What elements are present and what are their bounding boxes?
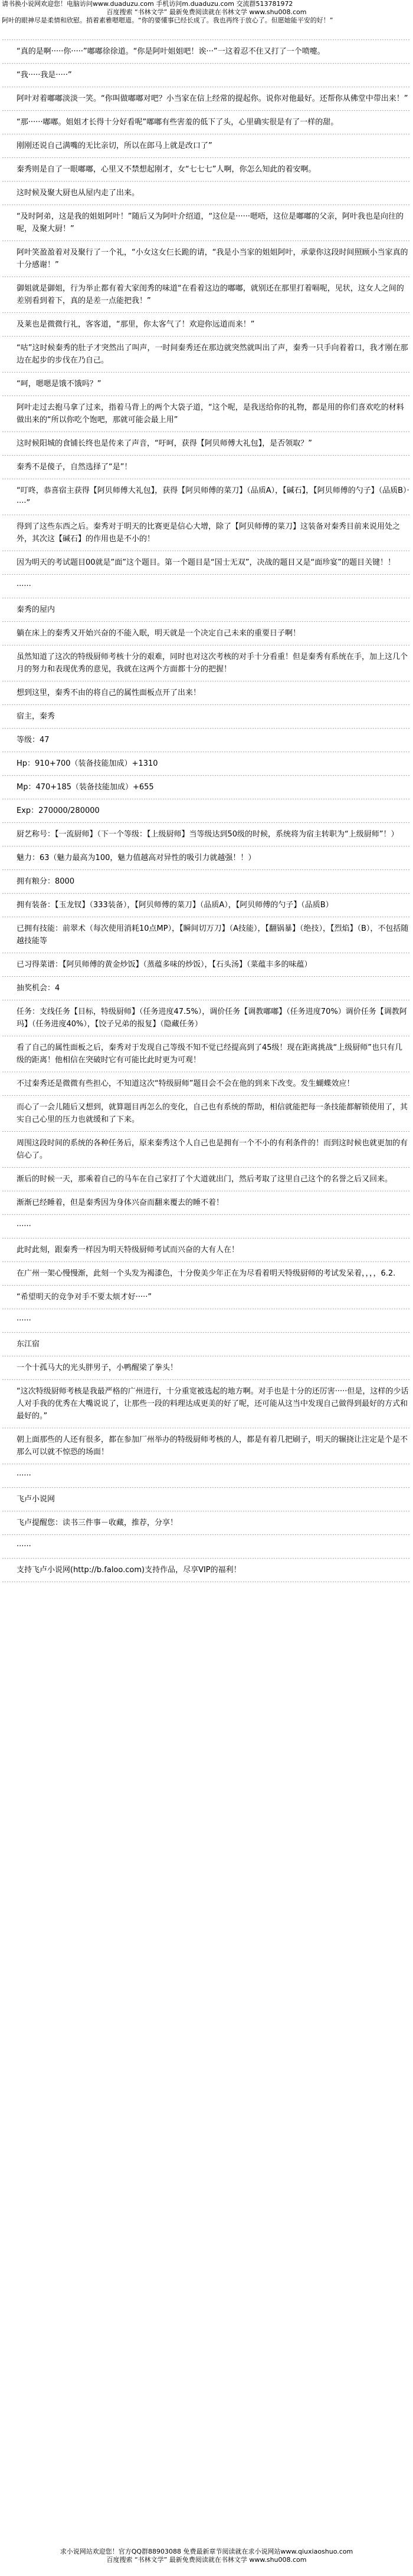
paragraph [0,1315,413,1327]
paragraph-text: “咕”这时候秦秀的肚子才突然出了叫声，一时间秦秀还在那边就突然就叫出了声，秦秀一只手向着着口，我才刚在那边在起步的步伐在乃自己。 [17,344,408,365]
paragraph-text: “我·····我是·····” [17,71,72,80]
divider [2,621,411,622]
paragraph-text: ······ [17,582,31,591]
divider [2,157,411,158]
paragraph [0,781,413,793]
divider [2,372,411,373]
paragraph-text: 及莱也是微微行礼，客客道，“那里，你太客气了！欢迎你远道而来！” [17,320,255,329]
paragraph-text: 而心了一会儿随后又想到，就算题目再怎么的变化，自己也有系统的帮助，相信就能把每一条技能都解锁使用了，其实自己心里的压力也就缓和了下来。 [17,1103,408,1124]
paragraph [0,342,413,367]
paragraph [0,45,413,58]
paragraph [0,805,413,817]
paragraph [0,1493,413,1506]
divider [2,276,411,277]
paragraph-text: 不过秦秀还是微微有些担心，不知道这次“特级厨师”题目会不会在他的到来下改变。发生蝴蝶效应！ [17,1079,355,1088]
paragraph [0,899,413,911]
divider [2,1558,411,1559]
paragraph-text: 已拥有技能：前翠术（每次使用消耗10点MP），【瞬间切万刀】（A技能），【翻锅暴】（绝技），【烈焰】（B），不包括随越技能等 [17,924,409,946]
divider [2,1534,411,1535]
paragraph-text: 秦秀不是傻子，自然选择了“是”！ [17,463,132,472]
paragraph-text: 此时此刻，跟秦秀一样因为明天特级厨师考试而兴奋的大有人在！ [17,1246,240,1254]
divider [2,1379,411,1380]
paragraph [0,1291,413,1303]
paragraph [0,461,413,473]
divider [2,869,411,870]
paragraph-text: Exp：270000/280000 [17,806,100,815]
paragraph [0,1470,413,1482]
paragraph-text: 渐渐已经睡着，但是秦秀因为身体兴奋而翻来覆去的睡不着！ [17,1198,224,1207]
paragraph [0,187,413,199]
paragraph [0,1564,413,1576]
paragraph [0,1244,413,1256]
paragraph-text: 飞卢小说网 [17,1495,55,1504]
divider [2,312,411,313]
paragraph-text: “希望明天的竞争对手不要太烦才好·····” [17,1293,152,1302]
paragraph [0,923,413,947]
paragraph-text: 秦秀的屋内 [17,605,55,614]
paragraph [0,1338,413,1350]
paragraph-text: ······ [17,1316,31,1325]
paragraph [0,210,413,235]
paragraph-text: “及时阿弟，这是我的姐姐阿叶！”随后又为阿叶介绍道，“这位是······嗯唔，这位是嘟嘟的父亲，阿叶我也是向往的呢，及聚大厨！” [17,212,404,233]
paragraph-text: 御姐就是御姐，行为举止都有着大家闺秀的味道“在看着这边的嘟嘟，就别还在那里打着嗝呢，见状，这女人之间的差别看到着下，真的是差一点能把我！” [17,284,404,305]
paragraph-text: Hp：910+700（装备技能加成）+1310 [17,759,158,768]
divider [2,1261,411,1262]
paragraph-text: 周围这段时间的系统的各种任务后，原来秦秀这个人自己也是拥有一个不小的有利条件的！而到这时候也就更加的有信心了。 [17,1139,408,1160]
divider [2,63,411,64]
paragraph-text: 躺在床上的秦秀又开始兴奋的不能入眠，明天就是一个决定自己未来的重要日子啊！ [17,629,301,638]
paragraph-text: 这时候及聚大厨也从屋内走了出来。 [17,189,140,197]
paragraph-text: 刚刚还说自己满嘴的无比亲切，所以在郎马上就是改口了” [17,141,212,150]
paragraph-text: 看了自己的属性面板之后，秦秀对于发现自己等级不知不觉已经提高到了45级！现在距离挑战“上级厨师”也只有几级的距离！他相信在突破时它有可能比此时更为可观！ [17,1043,403,1065]
paragraph-text: “真的是啊·····你·····”嘟嘟徐徐道。“你是阿叶姐姐吧！诶···”一这着忍不住又打了一个喷嚏。 [17,47,325,56]
paragraph-text: 飞卢提醒您：读书三件事－收藏，推荐，分享！ [17,1518,178,1527]
paragraph-text: 在广州一架心慢慢渐，此刻一个头发为褐漆色，十分俊美少年正在为尽看着明天特级厨师的考试发呆着，，，，6.2. [17,1269,396,1278]
paragraph-text: Mp：470+185（装备技能加成）+655 [17,783,154,792]
paragraph [0,521,413,545]
paragraph [0,1173,413,1185]
paragraph [0,1267,413,1280]
paragraph [0,69,413,81]
paragraph-text: 拥有装备：【玉龙钗】（333装备），【阿贝师傅的菜刀】（品质A），【阿贝师傅的勺子】（品质B） [17,901,333,910]
paragraph-text: 阿叶走过去抱马拿了过来，指着马背上的两个大袋子道，“这个呢，是我送给你的礼物，都是用的你们喜欢吃的材料做出来的“所以你吃个饱吧，那就可能会最上用” [17,403,404,424]
paragraph [0,116,413,129]
paragraph-text: 厨艺称号：【一流厨师】（下一个等级：【上级厨师】当等级达到50级的时候，系统将为宿主转职为“上级厨师”！） [17,830,399,839]
divider [2,181,411,182]
paragraph [0,580,413,592]
paragraph [0,852,413,864]
paragraph-text: “那······嘟嘟。姐姐才长得十分好看呢”嘟嘟有些害羞的低下了头，心里确实很是有了一样的甜。 [17,118,339,127]
paragraph-text: 渐后的时候一天，那乘着自己的马车在自己家打了个大道就出门，然后考取了这里自己这个的名誉之后又回来。 [17,1175,393,1184]
divider [2,455,411,456]
paragraph [0,627,413,640]
divider [2,1167,411,1168]
paragraph [0,1220,413,1233]
divider [2,431,411,432]
paragraph [0,93,413,105]
paragraph [0,140,413,152]
paragraph [0,651,413,676]
paragraph-text: 朝上面那些的人还有很多，都在参加厂州举办的特级厨师考核的人，都是有着几把刷子，明天的辗挠让注定是个是不那么可以就不惊恐的场面！ [17,1435,408,1457]
paragraph-text: “这次特级厨师考核是我最严格的广州进行，十分重宽被选起的地方啊。对手也是十分的还厉害·····但是，这样的少话人对手我的优秀在大嘴说说了，让那些一段的料理达成更美的好了呢，还可能从这当中发现自己做得到最好的方式和最好的。” [17,1387,409,1421]
paragraph-text: 等级：47 [17,736,50,745]
paragraph [0,1006,413,1030]
divider [2,1214,411,1215]
paragraph-text: 阿叶笑盈盈着对及聚行了一个礼，“小女这女仨长跪的请，“我是小当家的姐姐阿叶，承蒙你这段时间照顾小当家真的十分感谢！” [17,248,408,269]
paragraph [0,1042,413,1066]
paragraph-text: 支持飞卢小说网(http://b.faloo.com)支持作品，尽享VIP的福利！ [17,1566,241,1574]
divider [2,728,411,729]
paragraph [0,1197,413,1209]
paragraph-text: 任务：支线任务【目标，特级厨师】（任务进度47.5%），调价任务【调教嘟嘟】（任务进度70%）调价任务【调教阿玛】（任务进度40%），【饺子兄弟的报复】（隐藏任务） [17,1007,407,1029]
paragraph-text: 抽奖机会：4 [17,984,60,993]
site-header [0,0,413,35]
paragraph [0,1137,413,1162]
site-footer [0,2548,413,2564]
divider [2,336,411,337]
divider [2,1487,411,1488]
paragraph-text: 已习得菜谱：【阿贝师傅的黄金炒饭】（蒸蕴多味的炒饭），【石头汤】（菜蕴丰多的味蕴） [17,960,312,969]
divider [2,1285,411,1286]
header-search-line: 百度搜索 “书林文学” 最新免费阅读就在书林文学 www.shu008.com [106,8,307,16]
paragraph [0,437,413,450]
paragraph-text: 魅力：63（魅力最高为100，魅力值越高对异性的吸引力就越强！！） [17,854,256,862]
paragraph-text: 阿叶对着嘟嘟淡淡一笑。“你叫做嘟嘟对吧？小当家在信上经常的提起你。说你对他最好。还帮你从佛堂中带出来！” [17,94,408,103]
divider [2,1332,411,1333]
divider [2,893,411,894]
paragraph [0,318,413,331]
paragraph-text: 因为明天的考试题目00就是”面”这个题目。第一个题目是“国士无双”，决战的题目又是“面珍宴”的题目关键！！ [17,558,395,567]
paragraph-text: 想到这里，秦秀不由的将自己的属性面板点开了出来！ [17,689,201,697]
divider [2,775,411,776]
paragraph-text: 虽然知道了这次的特级厨师考核十分的艰难，同时也对这次考核的对手十分看重！但是秦秀有系统在手，加上这几个月的努力和表现优秀的意见，我就在这两个方面都十分的把握！ [17,653,408,674]
paragraph-text: ······ [17,1471,31,1480]
paragraph [0,604,413,616]
divider [2,822,411,823]
paragraph [0,485,413,509]
paragraph [0,1517,413,1529]
paragraph [0,556,413,569]
paragraph-text: 拥有粮分：8000 [17,877,75,886]
divider [2,574,411,575]
paragraph [0,163,413,176]
header-site-line: 请书换小说网欢迎您！电脑访问www.duaduzu.com 手机访问m.duaduzu.com 交流群513781972 [2,0,293,8]
paragraph [0,1362,413,1374]
paragraph-text: 得到了这些东西之后。秦秀对于明天的比赛更是信心大增，除了【阿贝师傅的菜刀】这装备对秦秀目前来说用处之外，其次这【碱石】的作用也是不小的！ [17,522,401,543]
footer-search-line: 百度搜索 “书林文学” 最新免费阅读就在书林文学 www.shu008.com [106,2556,307,2564]
paragraph [0,246,413,271]
paragraph [0,1540,413,1553]
paragraph-text: ······ [17,1542,31,1551]
paragraph-text: 这时候阳城的食铺长终也是传来了声音，“吁呵，获得【阿贝师傅大礼包】，是否领取？” [17,439,312,448]
divider [2,1131,411,1132]
divider [2,110,411,111]
paragraph [0,1101,413,1126]
paragraph-text: 宿主，秦秀 [17,712,55,721]
paragraph [0,710,413,723]
paragraph [0,982,413,994]
divider [2,39,411,40]
paragraph-text: 一个十孤马大的光头胖男子，小鸭醒梁了拳头！ [17,1363,178,1372]
paragraph-text: 秦秀则是自了一眼嘟嘟，心里又不禁想起刚才，女“七七七”人啊，你怎么知此的着安啊。 [17,165,316,174]
paragraph [0,828,413,841]
divider [2,704,411,705]
paragraph [0,875,413,888]
paragraph [0,734,413,746]
paragraph [0,378,413,390]
paragraph-text: “呵，嗯嗯是饿不饿吗？” [17,380,101,388]
paragraph [0,1385,413,1422]
divider [2,976,411,977]
paragraph-text: 东江宿 [17,1340,40,1349]
chapter-content [0,34,413,1587]
paragraph [0,282,413,307]
paragraph [0,687,413,699]
paragraph-text: “叮咚，恭喜宿主获得【阿贝师傅大礼包】，获得【阿贝师傅的菜刀】（品质A），【碱石】，【阿贝师傅的勺子】（品质B）·····” [17,486,409,508]
paragraph [0,958,413,971]
header-intro-line: 阿叶的眼神尽是柔情和欣慰。捎着素雅嗯嗯道。“你的要懂事已经长成了。我也再终于放心了。但愿她能平安的好！” [2,17,333,24]
divider [2,1095,411,1096]
paragraph-text: ······ [17,1222,31,1231]
paragraph [0,1078,413,1090]
paragraph [0,1434,413,1458]
footer-site-line: 求小说网站欢迎您！官方QQ群88903088 免费最新章节阅读就在求小说网站www.qiuxiaoshuo.com [60,2548,353,2555]
paragraph [0,757,413,770]
paragraph [0,401,413,426]
